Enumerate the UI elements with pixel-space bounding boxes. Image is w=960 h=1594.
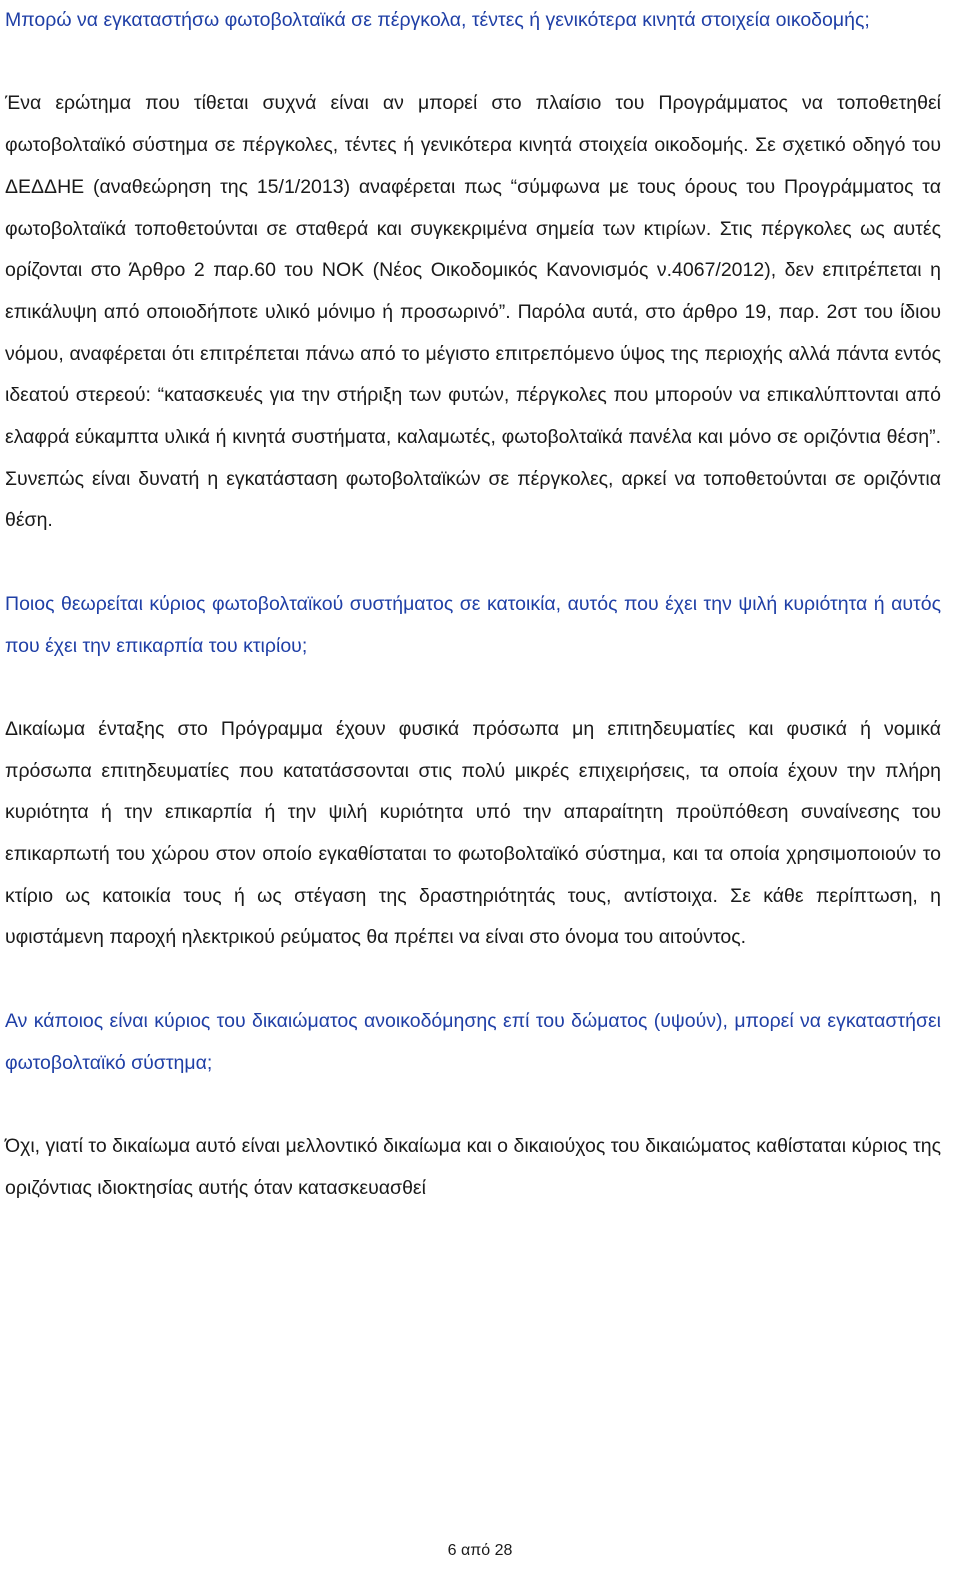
- document-page: [5, 0, 941, 1209]
- question-pergola: Μπορώ να εγκαταστήσω φωτοβολταϊκά σε πέργκολα, τέντες ή γενικότερα κινητά στοιχεία οικοδομής;: [5, 9, 870, 31]
- answer-ownership: Δικαίωμα ένταξης στο Πρόγραμμα έχουν φυσικά πρόσωπα μη επιτηδευματίες και φυσικά ή νομικά πρόσωπα επιτηδευματίες που κατατάσσονται στις πολύ μικρές επιχειρήσεις, τα οποία έχουν την πλήρη κυριότητα ή την επικαρπία ή την ψιλή κυριότητα υπό την απαραίτητη προϋπόθεση συναίνεσης του επικαρπωτή του χώρου στον οποίο εγκαθίσταται το φωτοβολταϊκό σύστημα, και τα οποία χρησιμοποιούν το κτίριο ως κατοικία τους ή ως στέγαση της δραστηριότητάς τους, αντίστοιχα. Σε κάθε περίπτωση, η υφιστάμενη παροχή ηλεκτρικού ρεύματος θα πρέπει να είναι στο όνομα του αιτούντος.: [5, 717, 941, 949]
- paragraph-gap: [5, 542, 941, 584]
- answer-air-rights: Όχι, γιατί το δικαίωμα αυτό είναι μελλοντικό δικαίωμα και ο δικαιούχος του δικαιώματος καθίσταται κύριος της οριζόντιας ιδιοκτησίας αυτής όταν κατασκευασθεί: [5, 1134, 941, 1199]
- paragraph-gap: [5, 1084, 941, 1126]
- paragraph-gap: [5, 42, 941, 84]
- page-number: 6 από 28: [447, 1542, 513, 1559]
- paragraph-gap: [5, 959, 941, 1001]
- answer-pergola: Ένα ερώτημα που τίθεται συχνά είναι αν μπορεί στο πλαίσιο του Προγράμματος να τοποθετηθεί φωτοβολταϊκό σύστημα σε πέργκολες, τέντες ή γενικότερα κινητά στοιχεία οικοδομής. Σε σχετικό οδηγό του ΔΕΔΔΗΕ (αναθεώρηση της 15/1/2013) αναφέρεται πως “σύμφωνα με τους όρους του Προγράμματος τα φωτοβολταϊκά τοποθετούνται σε σταθερά και συγκεκριμένα σημεία των κτιρίων. Στις πέργκολες ως αυτές ορίζονται στο Άρθρο 2 παρ.60 του ΝΟΚ (Νέος Οικοδομικός Κανονισμός ν.4067/2012), δεν επιτρέπεται η επικάλυψη από οποιοδήποτε υλικό μόνιμο ή προσωρινό”. Παρόλα αυτά, στο άρθρο 19, παρ. 2στ του ίδιου νόμου, αναφέρεται ότι επιτρέπεται πάνω από το μέγιστο επιτρεπόμενο ύψος της περιοχής αλλά πάντα εντός ιδεατού στερεού: “κατασκευές για την στήριξη των φυτών, πέργκολες που μπορούν να επικαλύπτονται από ελαφρά εύκαμπτα υλικά ή κινητά συστήματα, καλαμωτές, φωτοβολταϊκά πανέλα και μόνο σε οριζόντια θέση”. Συνεπώς είναι δυνατή η εγκατάσταση φωτοβολταϊκών σε πέργκολες, αρκεί να τοποθετούνται σε οριζόντια θέση.: [5, 92, 941, 532]
- question-air-rights: Αν κάποιος είναι κύριος του δικαιώματος ανοικοδόμησης επί του δώματος (υψούν), μπορεί να εγκαταστήσει φωτοβολταϊκό σύστημα;: [5, 1009, 941, 1074]
- paragraph-gap: [5, 667, 941, 709]
- question-ownership: Ποιος θεωρείται κύριος φωτοβολταϊκού συστήματος σε κατοικία, αυτός που έχει την ψιλή κυριότητα ή αυτός που έχει την επικαρπία του κτιρίου;: [5, 592, 941, 657]
